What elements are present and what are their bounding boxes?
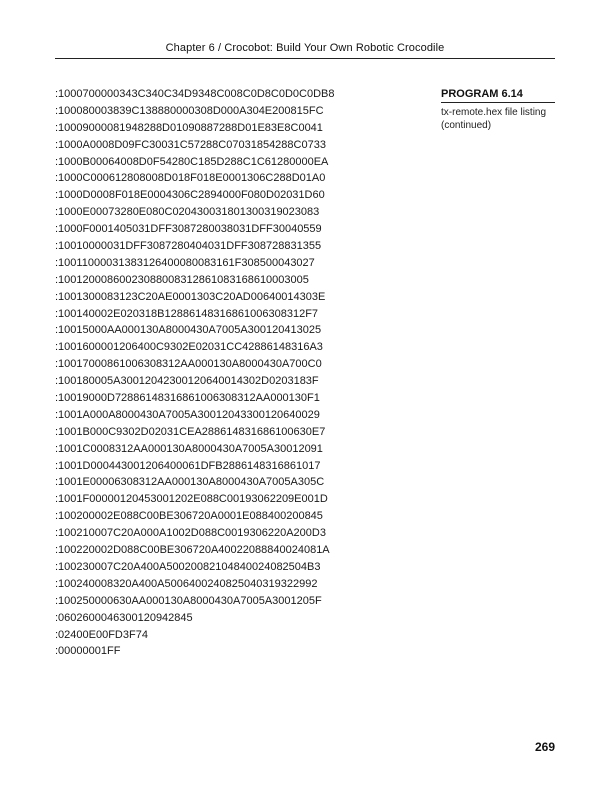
hex-line: :1000F0001405031DFF3087280038031DFF30040559 xyxy=(55,223,322,236)
hex-line: :10011000031383126400080083161F308500043027 xyxy=(55,256,315,269)
hex-line: :02400E00FD3F74 xyxy=(55,628,148,641)
hex-line: :0602600046300120942845 xyxy=(55,611,193,624)
program-caption-title: PROGRAM 6.14 xyxy=(441,88,523,100)
hex-line: :1001600001206400C9302E02031CC42886148316A3 xyxy=(55,341,323,354)
hex-line: :100240008320A400A5006400240825040319322992 xyxy=(55,577,318,590)
hex-line: :00000001FF xyxy=(55,645,121,658)
hex-line: :10012000860023088008312861083168610003005 xyxy=(55,273,309,286)
hex-line: :1000C000612808008D018F018E0001306C288D01A0 xyxy=(55,172,326,185)
hex-line: :10019000D72886148316861006308312AA000130F1 xyxy=(55,392,320,405)
hex-line: :1001D000443001206400061DFB2886148316861017 xyxy=(55,459,321,472)
hex-line: :100200002E088C00BE306720A0001E088400200845 xyxy=(55,510,323,523)
hex-line: :100250000630AA000130A8000430A7005A3001205F xyxy=(55,594,322,607)
hex-line: :10015000AA000130A8000430A7005A300120413025 xyxy=(55,324,322,337)
running-header: Chapter 6 / Crocobot: Build Your Own Robotic Crocodile xyxy=(165,42,445,54)
hex-line: :1001300083123C20AE0001303C20AD00640014303E xyxy=(55,290,326,303)
hex-line: :1000B00064008D0F54280C185D288C1C61280000EA xyxy=(55,155,329,168)
hex-line: :100210007C20A000A1002D088C0019306220A200D3 xyxy=(55,527,326,540)
hex-listing xyxy=(55,86,425,660)
hex-line: :10017000861006308312AA000130A8000430A700C0 xyxy=(55,358,322,371)
hex-line: :1000E00073280E080C020430031801300319023083 xyxy=(55,206,320,219)
caption-line: (continued) xyxy=(441,120,492,131)
hex-line: :10009000081948288D01090887288D01E83E8C0041 xyxy=(55,121,323,134)
hex-line: :1000D0008F018E0004306C2894000F080D02031D60 xyxy=(55,189,325,202)
caption-line: tx-remote.hex file listing xyxy=(441,107,547,118)
hex-line: :1001F00000120453001202E088C00193062209E001D xyxy=(55,493,328,506)
hex-line: :1001C0008312AA000130A8000430A7005A30012091 xyxy=(55,442,323,455)
hex-line: :1001E00006308312AA000130A8000430A7005A305C xyxy=(55,476,325,489)
hex-line: :1001A000A8000430A7005A30012043300120640029 xyxy=(55,408,320,421)
hex-line: :100220002D088C00BE306720A40022088840024081A xyxy=(55,544,330,557)
program-caption xyxy=(441,86,555,132)
caption-rule xyxy=(441,102,555,103)
hex-line: :100140002E020318B12886148316861006308312F7 xyxy=(55,307,319,320)
hex-line: :1001B000C9302D02031CEA288614831686100630E7 xyxy=(55,425,326,438)
program-caption-text xyxy=(441,106,555,132)
page-number: 269 xyxy=(534,740,555,754)
hex-line: :100180005A30012042300120640014302D0203183F xyxy=(55,375,319,388)
hex-line: :100080003839C138880000308D000A304E200815FC xyxy=(55,104,324,117)
header-rule xyxy=(55,58,555,59)
hex-line: :1000700000343C340C34D9348C008C0D8C0D0C0DB8 xyxy=(55,88,335,100)
hex-line: :1000A0008D09FC30031C57288C07031854288C0733 xyxy=(55,138,326,151)
hex-line: :100230007C20A400A50020082104840024082504B3 xyxy=(55,560,321,573)
hex-line: :10010000031DFF3087280404031DFF308728831355 xyxy=(55,240,322,253)
